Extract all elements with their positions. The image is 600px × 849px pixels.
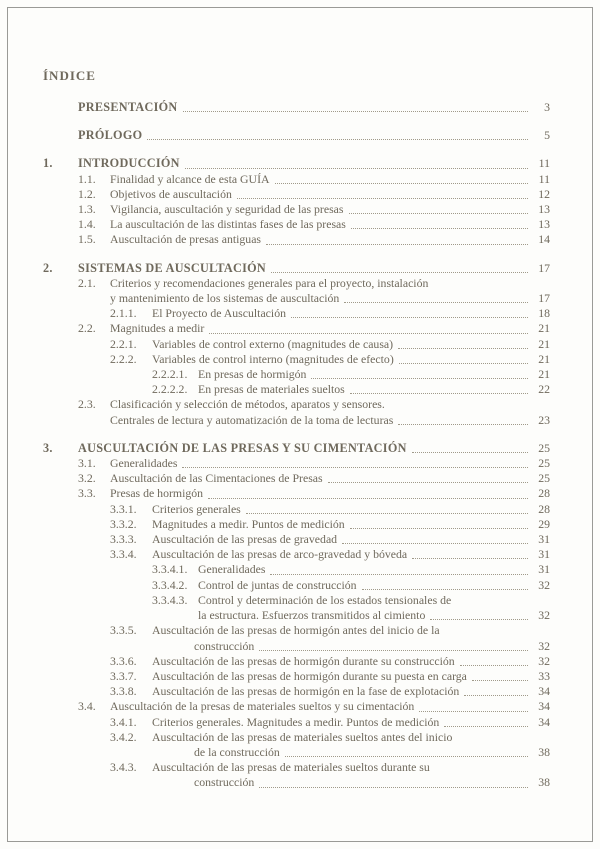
toc-line: [152, 608, 550, 623]
toc-line: [78, 321, 550, 336]
dot-leader: [270, 574, 528, 575]
entry-number: 1.3.: [78, 202, 96, 217]
toc-line: [78, 486, 550, 501]
toc-line: [152, 367, 550, 382]
toc-line: [78, 699, 550, 714]
entry-text: SISTEMAS DE AUSCULTACIÓN: [78, 260, 267, 275]
dot-leader: [328, 482, 528, 483]
toc-line: [110, 623, 550, 638]
entry-page-number: 11: [538, 171, 550, 186]
toc-line: [78, 202, 550, 217]
toc-entry: [43, 471, 550, 486]
entry-number: 3.4.1.: [110, 714, 137, 729]
toc-entry: [43, 100, 550, 115]
toc-entry: [43, 156, 550, 171]
entry-text: El Proyecto de Auscultación: [152, 306, 286, 321]
toc-line: [152, 562, 550, 577]
dot-leader: [342, 543, 528, 544]
entry-page-number: 17: [538, 291, 550, 306]
entry-page-number: 13: [538, 202, 550, 217]
dot-leader: [350, 528, 528, 529]
entry-page-number: 29: [538, 516, 550, 531]
toc-line: [43, 441, 550, 456]
entry-page-number: 12: [538, 186, 550, 201]
dot-leader: [183, 111, 528, 112]
toc-line: [43, 100, 550, 115]
entry-number: 3.3.8.: [110, 684, 137, 699]
entry-text: Auscultación de presas antiguas: [110, 232, 262, 247]
entry-page-number: 22: [538, 382, 550, 397]
entry-text: Auscultación de las presas de materiales sueltos antes del inicio: [152, 729, 453, 744]
dot-leader: [464, 695, 528, 696]
toc-entry: [43, 367, 550, 382]
toc-content: [43, 68, 550, 791]
toc-line: [110, 715, 550, 730]
dot-leader: [472, 680, 528, 681]
toc-list: [43, 100, 550, 791]
entry-text: Generalidades: [110, 456, 178, 471]
toc-line: [78, 456, 550, 471]
toc-line: [43, 261, 550, 276]
dot-leader: [237, 198, 528, 199]
entry-page-number: 17: [538, 260, 550, 275]
entry-number: 3.3.4.1.: [152, 562, 188, 577]
toc-line: [110, 775, 550, 790]
entry-page-number: 34: [538, 684, 550, 699]
dot-leader: [311, 378, 528, 379]
entry-text: AUSCULTACIÓN DE LAS PRESAS Y SU CIMENTACIÓN: [78, 440, 407, 455]
entry-page-number: 32: [538, 653, 550, 668]
entry-page-number: 21: [538, 321, 550, 336]
dot-leader: [271, 272, 528, 273]
entry-text: Magnitudes a medir. Puntos de medición: [152, 516, 345, 531]
entry-text: la estructura. Esfuerzos transmitidos al cimiento: [198, 608, 426, 623]
entry-text: PRESENTACIÓN: [78, 100, 178, 114]
dot-leader: [412, 558, 528, 559]
toc-line: [78, 471, 550, 486]
entry-page-number: 25: [538, 440, 550, 455]
entry-number: 3.3.3.: [110, 532, 137, 547]
entry-text: Auscultación de las presas de arco-gravedad y bóveda: [152, 547, 408, 562]
dot-leader: [398, 424, 528, 425]
entry-number: 2.2.2.: [110, 351, 137, 366]
toc-entry: [43, 562, 550, 577]
dot-leader: [398, 348, 528, 349]
entry-number: 3.: [43, 440, 53, 455]
entry-page-number: 5: [544, 128, 550, 143]
entry-text: Clasificación y selección de métodos, aparatos y sensores.: [110, 397, 385, 412]
toc-line: [110, 337, 550, 352]
entry-number: 3.2.: [78, 471, 96, 486]
toc-line: [78, 172, 550, 187]
dot-leader: [399, 363, 528, 364]
entry-page-number: 23: [538, 412, 550, 427]
toc-entry: [43, 486, 550, 501]
toc-line: [43, 128, 550, 143]
dot-leader: [350, 393, 528, 394]
entry-number: 2.3.: [78, 397, 96, 412]
entry-number: 1.1.: [78, 171, 96, 186]
dot-leader: [349, 213, 528, 214]
entry-page-number: 13: [538, 217, 550, 232]
entry-number: 3.3.5.: [110, 623, 137, 638]
toc-line: [110, 654, 550, 669]
toc-entry: [43, 321, 550, 336]
entry-page-number: 18: [538, 306, 550, 321]
entry-text: Presas de hormigón: [110, 486, 204, 501]
entry-number: 3.3.2.: [110, 516, 137, 531]
toc-line: [78, 187, 550, 202]
entry-text: Auscultación de las presas de hormigón en la fase de explotación: [152, 684, 460, 699]
toc-line: [78, 397, 550, 412]
toc-entry: [43, 232, 550, 247]
dot-leader: [266, 244, 528, 245]
entry-text: Auscultación de las presas de gravedad: [152, 532, 338, 547]
toc-line: [110, 745, 550, 760]
toc-entry: [43, 202, 550, 217]
entry-number: 3.3.1.: [110, 501, 137, 516]
toc-line: [110, 669, 550, 684]
entry-text: Variables de control interno (magnitudes de efecto): [152, 351, 394, 366]
entry-number: 3.3.7.: [110, 668, 137, 683]
toc-line: [78, 232, 550, 247]
toc-entry: [43, 276, 550, 306]
toc-entry: [43, 172, 550, 187]
entry-page-number: 25: [538, 471, 550, 486]
dot-leader: [275, 183, 528, 184]
entry-page-number: 32: [538, 608, 550, 623]
entry-text: Finalidad y alcance de esta GUÍA: [110, 171, 270, 186]
dot-leader: [430, 619, 528, 620]
entry-text: INTRODUCCIÓN: [78, 156, 180, 171]
toc-line: [110, 639, 550, 654]
dot-leader: [444, 726, 528, 727]
toc-line: [43, 156, 550, 171]
entry-number: 1.: [43, 156, 53, 171]
toc-entry: [43, 306, 550, 321]
dot-leader: [291, 317, 528, 318]
entry-number: 2.1.1.: [110, 306, 137, 321]
toc-entry: [43, 337, 550, 352]
dot-leader: [185, 168, 528, 169]
toc-entry: [43, 502, 550, 517]
entry-text: Auscultación de las Cimentaciones de Presas: [110, 471, 323, 486]
entry-page-number: 32: [538, 638, 550, 653]
toc-line: [78, 413, 550, 428]
entry-page-number: 31: [538, 562, 550, 577]
toc-entry: [43, 715, 550, 730]
entry-text: Auscultación de las presas de hormigón durante su construcción: [152, 653, 455, 668]
toc-line: [110, 502, 550, 517]
entry-page-number: 25: [538, 456, 550, 471]
toc-line: [110, 517, 550, 532]
entry-number: 3.3.: [78, 486, 96, 501]
toc-entry: [43, 593, 550, 623]
entry-text: Criterios generales. Magnitudes a medir. Puntos de medición: [152, 714, 440, 729]
entry-text: Criterios y recomendaciones generales para el proyecto, instalación: [110, 275, 429, 290]
entry-text: Vigilancia, auscultación y seguridad de las presas: [110, 202, 344, 217]
entry-page-number: 28: [538, 486, 550, 501]
dot-leader: [412, 452, 528, 453]
entry-text: Criterios generales: [152, 501, 241, 516]
dot-leader: [259, 650, 528, 651]
entry-page-number: 11: [538, 156, 550, 171]
toc-entry: [43, 352, 550, 367]
toc-line: [78, 217, 550, 232]
entry-page-number: 3: [544, 100, 550, 114]
dot-leader: [182, 467, 528, 468]
toc-entry: [43, 187, 550, 202]
toc-entry: [43, 578, 550, 593]
entry-text: Control y determinación de los estados tensionales de: [198, 592, 452, 607]
entry-text: PRÓLOGO: [78, 128, 143, 143]
toc-entry: [43, 623, 550, 653]
toc-line: [78, 276, 550, 291]
toc-entry: [43, 128, 550, 143]
entry-page-number: 38: [538, 775, 550, 790]
entry-text: Magnitudes a medir: [110, 321, 205, 336]
toc-line: [110, 730, 550, 745]
entry-number: 3.3.4.2.: [152, 577, 188, 592]
entry-page-number: 28: [538, 501, 550, 516]
entry-text: y mantenimiento de los sistemas de auscultación: [110, 291, 340, 306]
entry-number: 2.2.1.: [110, 336, 137, 351]
toc-line: [110, 306, 550, 321]
toc-line: [110, 532, 550, 547]
dot-leader: [285, 756, 528, 757]
dot-leader: [208, 498, 528, 499]
entry-page-number: 34: [538, 714, 550, 729]
toc-entry: [43, 730, 550, 760]
entry-number: 3.3.4.3.: [152, 592, 188, 607]
entry-page-number: 38: [538, 744, 550, 759]
entry-number: 3.1.: [78, 456, 96, 471]
entry-page-number: 33: [538, 668, 550, 683]
toc-entry: [43, 217, 550, 232]
entry-number: 1.4.: [78, 217, 96, 232]
toc-entry: [43, 547, 550, 562]
entry-page-number: 21: [538, 351, 550, 366]
entry-text: Centrales de lectura y automatización de la toma de lecturas: [110, 412, 394, 427]
entry-number: 3.3.4.: [110, 547, 137, 562]
toc-line: [110, 684, 550, 699]
entry-page-number: 31: [538, 547, 550, 562]
toc-entry: [43, 456, 550, 471]
entry-text: En presas de materiales sueltos: [198, 382, 345, 397]
entry-text: Generalidades: [198, 562, 266, 577]
toc-entry: [43, 684, 550, 699]
toc-entry: [43, 382, 550, 397]
toc-line: [152, 382, 550, 397]
toc-entry: [43, 760, 550, 790]
entry-number: 2.2.2.2.: [152, 382, 188, 397]
entry-number: 2.2.2.1.: [152, 367, 188, 382]
entry-number: 1.2.: [78, 186, 96, 201]
dot-leader: [147, 139, 528, 140]
entry-page-number: 34: [538, 699, 550, 714]
entry-number: 3.3.6.: [110, 653, 137, 668]
toc-entry: [43, 441, 550, 456]
dot-leader: [344, 302, 528, 303]
toc-entry: [43, 261, 550, 276]
entry-text: Variables de control externo (magnitudes de causa): [152, 336, 394, 351]
toc-entry: [43, 699, 550, 714]
dot-leader: [351, 228, 528, 229]
dot-leader: [246, 513, 528, 514]
toc-entry: [43, 532, 550, 547]
entry-number: 2.2.: [78, 321, 96, 336]
entry-text: Control de juntas de construcción: [198, 577, 357, 592]
entry-text: de la construcción: [194, 744, 280, 759]
entry-number: 2.1.: [78, 275, 96, 290]
entry-text: En presas de hormigón: [198, 367, 307, 382]
toc-line: [110, 547, 550, 562]
entry-page-number: 14: [538, 232, 550, 247]
entry-page-number: 32: [538, 577, 550, 592]
dot-leader: [259, 787, 528, 788]
toc-line: [110, 352, 550, 367]
entry-number: 3.4.3.: [110, 760, 137, 775]
toc-entry: [43, 654, 550, 669]
page-title: ÍNDICE: [43, 68, 96, 83]
dot-leader: [209, 333, 528, 334]
entry-text: Objetivos de auscultación: [110, 186, 232, 201]
entry-page-number: 31: [538, 532, 550, 547]
entry-page-number: 21: [538, 336, 550, 351]
dot-leader: [362, 589, 528, 590]
entry-text: Auscultación de las presas de materiales sueltos durante su: [152, 760, 430, 775]
entry-text: Auscultación de las presas de hormigón durante su puesta en carga: [152, 668, 467, 683]
entry-text: construcción: [194, 775, 255, 790]
toc-entry: [43, 397, 550, 427]
entry-text: La auscultación de las distintas fases de las presas: [110, 217, 346, 232]
entry-text: construcción: [194, 638, 255, 653]
entry-number: 2.: [43, 260, 53, 275]
toc-entry: [43, 669, 550, 684]
toc-entry: [43, 517, 550, 532]
dot-leader: [460, 665, 528, 666]
toc-line: [152, 578, 550, 593]
entry-page-number: 21: [538, 367, 550, 382]
entry-number: 1.5.: [78, 232, 96, 247]
entry-text: Auscultación de la presas de materiales sueltos y su cimentación: [110, 699, 415, 714]
entry-number: 3.4.2.: [110, 729, 137, 744]
toc-line: [110, 760, 550, 775]
toc-line: [152, 593, 550, 608]
dot-leader: [419, 711, 528, 712]
toc-line: [78, 291, 550, 306]
entry-text: Auscultación de las presas de hormigón antes del inicio de la: [152, 623, 440, 638]
entry-number: 3.4.: [78, 699, 96, 714]
